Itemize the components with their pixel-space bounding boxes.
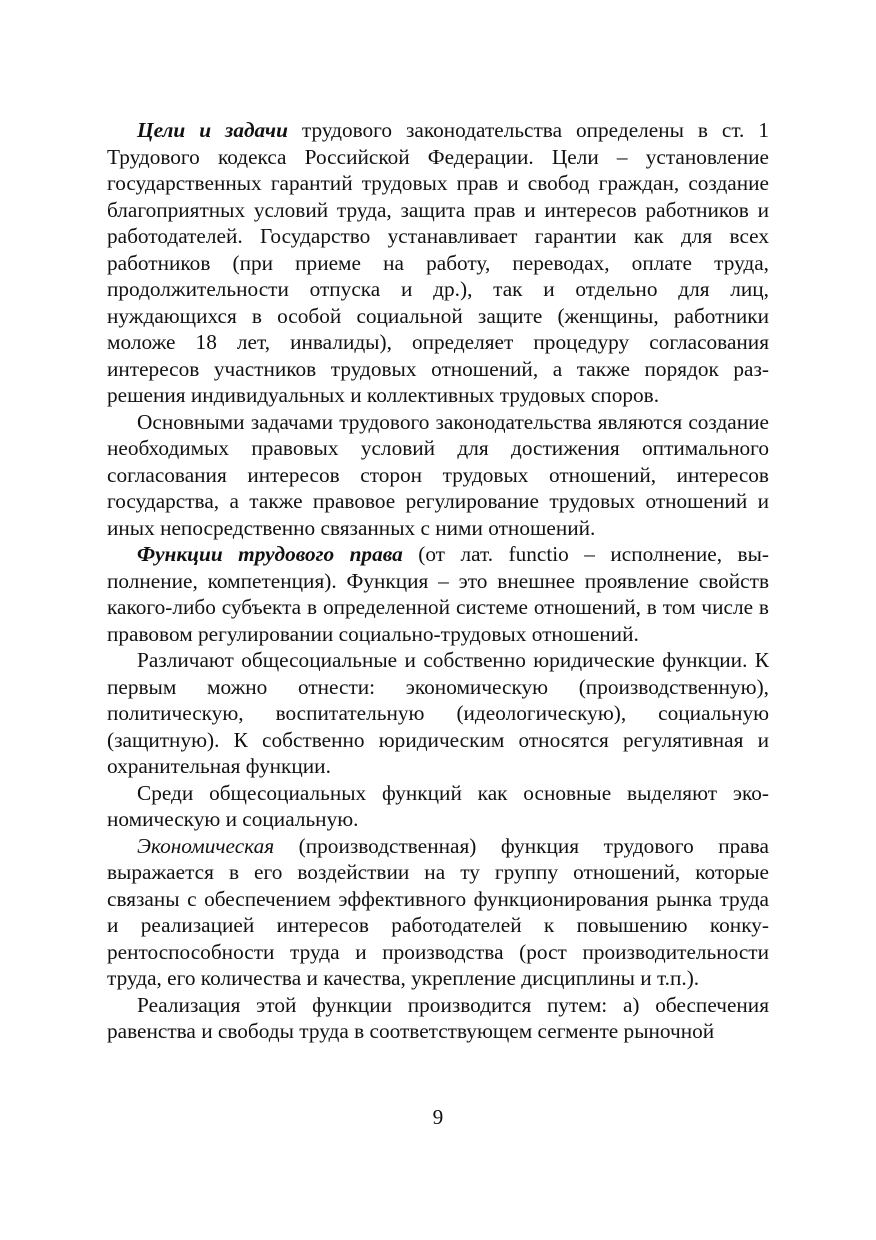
paragraph-text: Различают общесоциальные и собственно юридические функции. К первым можно отнести: экономическую (производственную), политическую, воспитательную (идеологическую), социальную (защитную). К собственно юридическим относятся регулятивная и охранительная функции. [107,648,769,778]
paragraph-text: трудового законодательства определены в ст. 1 Трудового кодекса Российской Федерации. Цели – установление государственных гарантий трудовых прав и свобод граждан, создание благоприятных условий труда, защита прав и интересов работников и работодателей. Государство устанавливает гарантии как для всех работников (при приеме на работу, переводах, оплате труда, продолжительности отпуска и др.), так и отдельно для лиц, нуждающихся в особой социальной защите (женщины, работники моложе 18 лет, инвалиды), определяет процедуру согласования интересов участников трудовых отношений, а также порядок разрешения индивидуальных и коллективных трудовых споров. [107,118,769,407]
page-number: 9 [432,1105,444,1129]
paragraph-main-social-functions [107,780,769,833]
paragraph-text: Среди общесоциальных функций как основные выделяют экономическую и социальную. [107,780,769,831]
paragraph-economic-function [107,833,769,992]
paragraph-function-types [107,647,769,780]
paragraph-lead-term: Функции трудового права [137,542,403,566]
page-body-text [107,117,769,1045]
paragraph-text: (от лат. functio – исполнение, выполнение, компетенция). Функция – это внешнее проявление свойств какого-либо субъекта в определенной системе отношений, в том числе в правовом регулировании социально-трудовых отношений. [107,542,769,646]
paragraph-lead-term: Экономическая [137,833,275,858]
paragraph-text: Основными задачами трудового законодательства являются создание необходимых правовых условий для достижения оптимального согласования интересов сторон трудовых отношений, интересов государства, а также правовое регулирование трудовых отношений и иных непосредственно связанных с ними отношений. [107,409,769,540]
paragraph-text: (производственная) функция трудового права выражается в его воздействии на ту группу отношений, которые связаны с обеспечением эффективного функционирования рынка труда и реализацией интересов работодателей к повышению конкурентоспособности труда и производства (рост производительности труда, его количества и качества, укрепление дисциплины и т.п.). [107,833,769,990]
paragraph-main-tasks [107,409,769,542]
paragraph-goals-and-tasks [107,117,769,409]
paragraph-lead-term: Цели и задачи [137,118,288,142]
paragraph-text: Реализация этой функции производится путем: а) обеспечения равенства и свободы труда в соответствующем сегменте рыночной [107,992,769,1043]
paragraph-functions-definition [107,541,769,647]
paragraph-function-implementation [107,992,769,1045]
